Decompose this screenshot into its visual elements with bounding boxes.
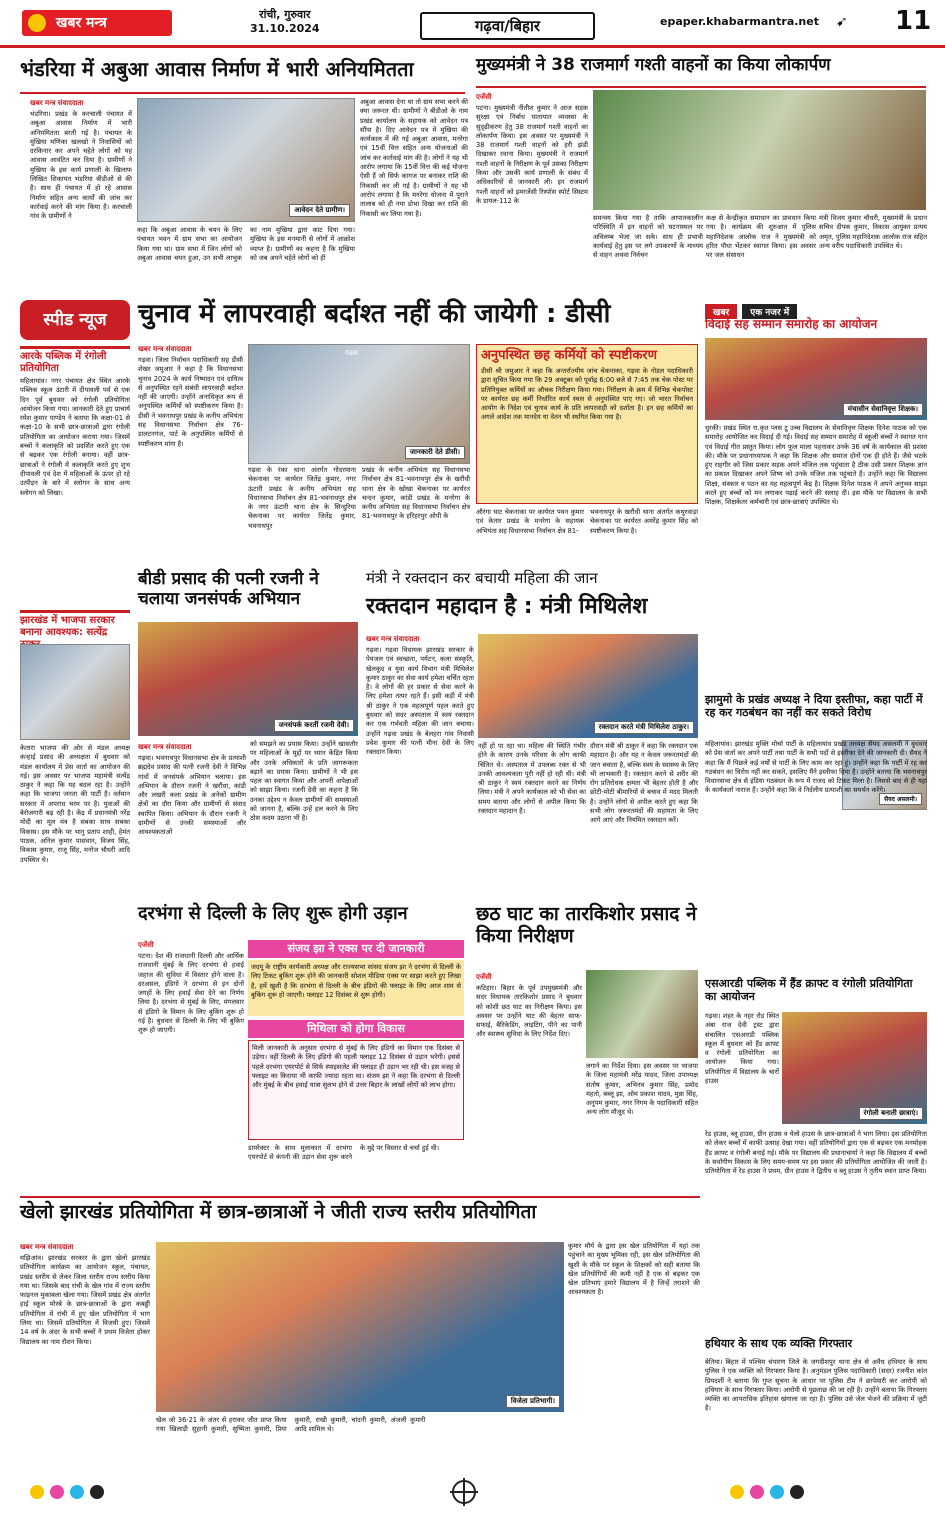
jmm-body: महिलायांव। झारखंड मुक्ति मोर्चा पार्टी के महिलायांव प्रखंड अध्यक्ष सैयद असलमी ने बुधवार को प्रेस वार्ता कर अपने पार्टी तथा पार्टी के सभी पदों से इस्तीफा देने की जानकारी दी। सैयद ने कहा कि मैं पिछले कई वर्षों से पार्टी के लिए काम कर रहा हूं। उन्होंने कहा कि पार्टी में रह कर गठबंधन का विरोध नहीं कर सकते, इसलिए मैंने इस्तीफा दिया है। उन्होंने बताया कि भवनाथपुर विधानसभा क्षेत्र से इंडिया गठबंधन के रूप में राजद को टिकट मिला है। जिससे बाद से ही यहां के कार्यकर्ता नाराज हैं। उन्होंने कहा कि वे निर्दलीय प्रत्याशी का समर्थन करेंगे।	[705, 740, 927, 795]
speed-item-1-head: आरके पब्लिक में रंगोली प्रतियोगिता	[20, 346, 130, 375]
blood-kicker: मंत्री ने रक्तदान कर बचायी महिला की जान	[366, 569, 598, 587]
brand-logo	[22, 10, 172, 36]
farewell-body: धुरकी। प्रखंड स्थित रा.कृत प्लस टू उच्च विद्यालय के सेवानिवृत्त शिक्षक दिनेश पाठक को एक समारोह आयोजित कर विदाई दी गई। विदाई सह सम्मान समारोह में स्कूली बच्चों ने स्वागत गान एवं विदाई गीत प्रस्तुत किया। लोग फूल माला पहनाकर उनके 36 वर्ष के कार्यकाल की प्रशंसा की। मौके पर प्रधानाध्यापक ने कहा कि शिक्षक और समाज दोनों एक ही होते हैं। जैसे भटके हुए राहगीर को जिस प्रकार सड़क अपने मंजिल तक पहुंचाता है ठीक उसी प्रकार शिक्षक ज्ञान का प्रकाश दिखाकर अपने शिष्य को उनके मंजिल तक पहुंचाते हैं। उन्होंने कहा कि विद्यालय शिक्षा, संस्कार व पठन का यह महत्वपूर्ण केंद्र है। शिक्षक दिनेश पाठक ने अपने अनुभव साझा करते हुए बच्चों को मन लगाकर पढ़ाई करने की सलाह दी। इस मौके पर विद्यालय के सभी शिक्षक, शिक्षकेतर कर्मचारी एवं छात्र-छात्राएं उपस्थित थे।	[705, 424, 927, 507]
cm-body-a: पटना। मुख्यमंत्री नीतीश कुमार ने आज सड़क सुरक्षा एवं निर्बाध यातायात व्यवस्था के सुदृढ़ीकरण हेतु 38 राजमार्ग गश्ती वाहनों का लोकार्पण किया। इस अवसर पर मुख्यमंत्री ने 38 राजमार्ग गश्ती वाहनों को हरी झंडी दिखाकर रवाना किया। मुख्यमंत्री ने राजमार्ग गश्ती वाहनों के निरीक्षण के पूर्व उसका निरीक्षण किया और उसकी कार्य प्रणाली के संबंध में अधिकारियों से जानकारी ली। इन राजमार्ग गश्ती वाहनों को इमरजेंसी रिस्पॉस स्पोर्ट सिस्टम के डायल-112 के	[476, 104, 588, 205]
chhath-headline-box	[476, 904, 698, 966]
at-a-glance-bar	[705, 300, 927, 316]
lead-body-a: भंडरिया। प्रखंड के करचाली पंचायत में अबुआ आवास निर्माण में भारी अनियमितता बरती गई है। पंचायत के मुखिया मणिका खलखो ने निवासियों को दरकिनार कर अपने चहेते लोगों को यह आवास आवंटित कर दिया है। ग्रामीणों ने मुखिया के इस कार्य प्रणाली के खिलाफ लिखित शिकायत भंडरिया बीडीओ से की है। साथ ही पंचायत में हो रहे आवास निर्माण सहित अन्य कार्यों की जांच कर कार्रवाई करने की मांग किया है। करचाली गांव के ग्रामीणों ने	[30, 110, 132, 221]
site-link[interactable]: epaper.khabarmantra.net	[660, 15, 819, 28]
cm-body-c: कक्ष से केन्द्रीकृत समाधान का प्रावधान किया गया है। कार्यक्रम की शुरुआत में पुलिस महानिदेशक आलोक राज ने मुख्यमंत्री को हरित पौधा भेंटकर स्वागत किया। इस अवसर पर जल संसाधन	[706, 214, 816, 260]
absent-staff-box	[476, 344, 698, 504]
chhath-col-1	[476, 970, 582, 1180]
election-body-a: गढ़वा। जिला निर्वाचन पदाधिकारी सह डीसी शेखर जमुआर ने कहा है कि विधानसभा चुनाव 2024 के कार्य निष्पादन एवं दायित्व से अनुपस्थित रहने संबंधी लापरवाही बर्दाश्त नहीं की जाएगी। उन्होंने अनाधिकृत रूप से अनुपस्थित कर्मियों को स्पष्टीकरण किया है। डीसी ने भवनाथपुर प्रखंड के कनीय अभियंता सह विधानसभा निर्वाचन क्षेत्र 76-डालटनगंज, पार्ट के अनुपस्थित कर्मियों से स्पष्टीकरण मांगा है।	[138, 356, 243, 448]
sports-body-b: खेल जो 36-21 के अंतर से हराकर जीत प्राप्त किया गया खिलाड़ी सुहानी कुमारी, सुष्मिता कुमारी, प्रिया कुमारी, राखी कुमारी, चांदनी कुमारी, अंजली कुमारी आदि शामिल थे।	[156, 1416, 426, 1434]
sports-byline: खबर मन्त्र संवाददाता	[20, 1243, 74, 1251]
crosshair-icon	[452, 1480, 476, 1504]
color-registration-left	[30, 1484, 230, 1504]
election-body-d: औरंगा घाट चेकनाका पर कार्यरत पवन कुमार एवं केतार प्रखंड के मनरेगा के सहायक अभियंता सह विधानसभा निर्वाचन क्षेत्र 81-	[476, 508, 584, 535]
lead-photo	[137, 98, 355, 222]
jmm-body-box	[705, 740, 927, 972]
mithila-bar: मिथिला को होगा विकास	[248, 1020, 464, 1038]
rangoli2-body-a: गढ़वा। शहर के नहर रोड स्थित अंबा राज देवी ट्रस्ट द्वारा संचालित एसआरडी पब्लिक स्कूल में बुधवार को हैंड क्राफ्ट व रंगोली प्रतियोगिता का आयोजन किया गया। प्रतियोगिता में विद्यालय के चारों हाउस	[705, 1012, 779, 1086]
blood-headline-box	[366, 594, 698, 628]
blood-col-1	[366, 632, 474, 892]
absent-staff-head: अनुपस्थित छह कर्मियों को स्पष्टीकरण	[481, 348, 658, 363]
dateline-date: 31.10.2024	[250, 22, 320, 35]
rajni-col-1	[138, 740, 246, 890]
blood-byline: खबर मन्त्र संवाददाता	[366, 635, 420, 643]
farewell-photo-caption: मंचासीन सेवानिवृत्त शिक्षक।	[843, 403, 923, 416]
lead-headline-box	[20, 58, 465, 90]
blood-body-b: नहीं हो पा रहा था। महिला की स्थिति गंभीर होने के कारण उनके परिवार के लोग काफी चिंतित थे। अस्पताल में उपलब्ध रक्त से भी उनकी आवश्यकता पूरी नहीं हो रही थी। मंत्री श्री ठाकुर ने स्वयं रक्तदान करने का निर्णय लिया। मंत्री ने अपने कार्यकाल को भी सेवा का समय बताया और लोगों से अपील किया कि रक्तदान महादान है।	[478, 742, 586, 816]
sports-col-3	[568, 1242, 700, 1468]
cm-body-d: मंत्री विजय कुमार चौधरी, मुख्यमंत्री के प्रधान सचिव दीपक कुमार, विकास आयुक्त प्रत्यय अमृत, पुलिस महानिदेशक आलोक राज सहित अन्य वरीय पदाधिकारी उपस्थित थे।	[819, 214, 927, 250]
mithila-box	[248, 1040, 464, 1140]
election-col-5	[590, 508, 698, 564]
chhath-photo	[586, 970, 698, 1058]
election-photo	[248, 344, 470, 464]
speed-item-1-body: महिलायांव। नगर पंचायत क्षेत्र स्थित आरके पब्लिक स्कूल उंटारी में दीपावली पर्व से एक दिन पूर्व बुधवार को रंगोली प्रतियोगिता आयोजन किया गया। जानकारी देते हुए प्राचार्य रमेश कुमार पाण्डेय ने बताया कि कक्षा-01 से कक्षा-10 के सभी छात्र-छात्राओं द्वारा रंगोली प्रतियोगिता का आयोजन कराया गया। जिसमें बच्चों ने कलाकृति को प्रदर्शित करते हुए एक से बढ़कर एक रंगोली बनाया। वहीं छात्र-छात्राओं ने रंगोली में कलाकृति करते हुए शुभ दीपावली एवं देश में महिलाओं के ऊपर हो रहे उत्पीड़न के बारे में स्लोगन के साथ अन्य स्लोगन को लिखा।	[20, 377, 130, 497]
rangoli2-headline: एसआरडी पब्लिक में हैंड क्राफ्ट व रंगोली प्रतियोगिता का आयोजन	[705, 977, 913, 1003]
election-headline: चुनाव में लापरवाही बर्दाश्त नहीं की जायेगी : डीसी	[138, 299, 611, 329]
speed-item-2-head: झारखंड में भाजपा सरकार बनाना आवश्यक: सत्येंद्र	[20, 610, 130, 651]
cm-col-4	[819, 214, 927, 290]
election-photo-label: गढ़वा	[345, 349, 359, 357]
dateline-city: रांची, गुरुवार	[259, 8, 311, 21]
flight-sub-box	[248, 960, 464, 1016]
absent-staff-body: डीसी श्री जमुआर ने कहा कि अन्तर्राज्यीय जांच चेकनाका, गढ़वा के नोडल पदाधिकारी द्वारा सूचित किया गया कि 29 अक्टूबर को पूर्वाह्न 6:00 बजे से 7:45 तक चेक पोस्ट पर प्रतिनियुक्त कर्मियों का औचक निरीक्षण किया गया। निरीक्षण के क्रम में विभिन्न चेकपोस्ट पर कार्यरत छह कर्मी निर्धारित कार्य स्थल से अनुपस्थित पाए गए। जो भारत निर्वाचन आयोग के निदेश एवं चुनाव कार्य के प्रति लापरवाही को दर्शाता है। इन छह कर्मियों का अगले आदेश तक मानदेय या वेतन भी स्थगित किया गया है।	[481, 366, 693, 422]
chhath-col-2	[586, 1062, 698, 1180]
rangoli2-col-2	[705, 1130, 927, 1330]
jmm-headline: झामुमो के प्रखंड अध्यक्ष ने दिया इस्तीफा, कहा पार्टी में रह कर गठबंधन का नहीं कर सकते विरोध	[705, 693, 923, 719]
divider	[20, 1196, 700, 1198]
cm-body-b: समन्वय किया गया है ताकि आपातकालीन परिस्थिति में इन वाहनों को घटनास्थल पर अविलम्ब भेजा जा सके। साथ ही प्रभावी कार्यवाई हेतु इस पर लगे उपकरणों के माध्यम से वाहन अथवा निर्वचन	[593, 214, 703, 260]
farewell-headline-box	[705, 318, 927, 336]
election-col-3	[362, 466, 470, 562]
cm-headline-box	[476, 56, 926, 86]
rajni-body-b: को समझने का प्रयास किया। उन्होंने खासतौर पर महिलाओं के मुद्दों पर ध्यान केंद्रित किया और उनके अधिकारों के प्रति जागरूकता बढ़ाने का प्रयास किया। ग्रामीणों ने भी इस पहल का स्वागत किया और अपनी अपेक्षाओं को साझा किया। रजनी देवी का कहना है कि उनका उद्देश्य न केवल ग्रामीणों की समस्याओं को जानना है, बल्कि उन्हें हल करने के लिए ठोस कदम उठाना भी है।	[250, 740, 358, 823]
flight-headline: दरभंगा से दिल्ली के लिए शुरू होगी उड़ान	[138, 903, 408, 924]
election-body-e: भवनाथपुर के खरौंधी थाना अंतर्गत कथुरवाड़ा चेकनाका पर कार्यरत अमरेंद्र कुमार सिंह को स्पष्टीकरण किया है।	[590, 508, 698, 535]
rangoli2-body-b: रेड हाउस, ब्लू हाउस, ग्रीन हाउस व येलो हाउस के छात्र-छात्राओं ने भाग लिया। इस प्रतियोगिता को लेकर बच्चों में काफी उत्साह देखा गया। वहीं प्रतियोगियों द्वारा एक से बढ़कर एक मनमोहक हैंड क्राफ्ट व रंगोली बनाई गई। मौके पर विद्यालय की प्रधानाचार्या ने कहा कि विद्यालय में बच्चों के सर्वांगीण विकास के लिए समय-समय पर इस प्रकार की प्रतियोगिता आयोजित की जाती है। प्रतियोगिता में रेड हाउस ने प्रथम, ग्रीन हाउस ने द्वितीय व ब्लू हाउस ने तृतीय स्थान प्राप्त किया।	[705, 1130, 927, 1176]
rangoli2-photo-caption: रंगोली बनाती छात्राएं।	[859, 1107, 923, 1120]
lead-body-c: अबुआ आवास देना था तो ग्राम सभा करने की क्या जरूरत थी। ग्रामीणों ने बीडीओ के नाम प्रखंड कार्यालय के सहायक को आवेदन पत्र सौंपा है। दिए आवेदन पत्र में मुखिया की कार्यकाल में की गई अबुआ आवास, मनरेगा एवं 15वीं वित्त सहित अन्य योजनाओं की जांच कर कार्रवाई मांग की है। लोगों ने यह भी आरोप लगाया कि 15वीं वित्त की कई योजना ऐसी हैं जो सिर्फ कागज पर बनाकर राशि की निकासी कर ली गई है। ग्रामीणों ने यह भी आरोप लगाया है कि मनरेगा योजना में पुराने तालाब को ही नया डोभा दिखा कर राशि की निकासी कर लिया गया है।	[360, 98, 468, 218]
election-col-2	[248, 466, 356, 562]
logo-emblem-icon	[28, 14, 46, 32]
tag-label: खबर	[705, 304, 737, 319]
election-col-1	[138, 342, 243, 562]
chhath-byline: एजेंसी	[476, 973, 492, 981]
cm-col-1	[476, 90, 588, 290]
farewell-body-box	[705, 424, 927, 688]
blood-body-c: दौरान मंत्री श्री ठाकुर ने कहा कि रक्तदान एक महादान है। और यह न केवल जरूरतमंदों की जान बचाता है, बल्कि स्वयं के स्वास्थ्य के लिए भी लाभकारी है। रक्तदान करने से शरीर की रोग प्रतिरोधक क्षमता भी बेहतर होती है और छोटी-मोटी बीमारियों से बचाव में मदद मिलती है। उन्होंने लोगों से अपील करते हुए कहा कि सभी लोग जरूरतमंदों की सहायता के लिए आगे आएं और नियमित रक्तदान करें।	[590, 742, 699, 825]
arrest-body: बेतिया। बिहार में पश्चिम चंपारण जिले के जगदीशपुर थाना क्षेत्र से अवैध हथियार के साथ पुलिस ने एक व्यक्ति को गिरफ्तार किया है। अनुमंडल पुलिस पदाधिकारी (सदर) रजनीश कांत प्रियदर्शी ने बताया कि गुप्त सूचना के आधार पर पुलिस टीम ने छापेमारी कर आरोपी को हथियार के साथ गिरफ्तार किया। आरोपी से पूछताछ की जा रही है। उन्होंने बताया कि गिरफ्तार व्यक्ति का आपराधिक इतिहास खंगाला जा रहा है। पुलिस उसे जेल भेजने की प्रक्रिया में जुटी है।	[705, 1358, 927, 1413]
masthead	[0, 0, 945, 48]
lead-body-b: कहा कि अबुआ आवास के चयन के लिए पंचायत भवन में ग्राम सभा का आयोजन किया गया था। ग्राम सभा में जिन लोगों को अबुआ आवास चयन हुआ, उन सभी लाभुक का नाम मुखिया द्वारा काट दिया गया। मुखिया के इस मनमानी से लोगों में आक्रोश व्याप्त है। ग्रामीणों का कहना है कि मुखिया को जब अपने चहेते लोगों को ही	[137, 226, 355, 262]
flight-col-2	[248, 1144, 464, 1180]
rajni-photo	[138, 622, 358, 736]
rangoli2-col-1	[705, 1012, 779, 1128]
election-body-c: प्रखंड के कनीय अभियंता सह विधानसभा निर्वाचन क्षेत्र 81-भवनाथपुर क्षेत्र के खरौंधी थाना क्षेत्र के खोखा चेकनाका पर कार्यरत चन्दन कुमार, कांडी प्रखंड के मनरेगा के कनीय अभियंता सह विधानसभा निर्वाचन क्षेत्र 81-भवनाथपुर के हरिहरपुर ओपी के	[362, 466, 470, 521]
section-label: गढ़वा/बिहार	[420, 12, 595, 40]
jmm-headline-box	[705, 694, 927, 736]
flight-col-1	[138, 938, 244, 1178]
dateline	[250, 8, 320, 36]
lead-byline: खबर मन्त्र संवाददाता	[30, 99, 84, 107]
speed-item-2	[20, 744, 130, 1194]
election-body-b: गढ़वा के रंका थाना अंतर्गत गोदरमाना चेकनाका पर कार्यरत जितेंद्र कुमार, नगर ऊंटारी प्रखंड के कनीय अभियंता सह विधानसभा निर्वाचन क्षेत्र 81-भवनाथपुर क्षेत्र के नगर ऊंटारी थाना क्षेत्र के सिन्दुरिया चेकनाका पर कार्यरत जितेंद्र कुमार, भवनाथपुर	[248, 466, 356, 530]
speed-news-title: स्पीड न्यूज	[43, 310, 107, 330]
flight-sub-body: जदयू के राष्ट्रीय कार्यकारी अध्यक्ष और राज्यसभा सांसद संजय झा ने दरभंगा से दिल्ली के लिए टिकट बुकिंग शुरू होने की जानकारी सोशल मीडिया एक्स पर साझा करते हुए लिखा है, हमें खुशी है कि दरभंगा से दिल्ली के बीच इंडिगो की फ्लाइट के लिए आज शाम से बुकिंग शुरू हो जाएगी। फ्लाइट 12 दिसंबर से शुरू होगी।	[251, 963, 461, 999]
lead-col-2	[137, 226, 355, 286]
sports-photo	[156, 1242, 564, 1412]
chhath-headline: छठ घाट का तारकिशोर प्रसाद ने किया निरीक्षण	[476, 903, 697, 947]
election-byline: खबर मन्त्र संवाददाता	[138, 345, 192, 353]
divider	[476, 86, 926, 88]
flight-headline-box	[138, 904, 464, 934]
sports-photo-caption: विजेता प्रतिभागी।	[506, 1395, 560, 1408]
chhath-body-b: लगाने का निर्देश दिया। इस अवसर पर भाजपा के जिला महामंत्री मरेंद्र यादव, जिला उपाध्यक्ष संतोष कुमार, अभिनव कुमार सिंह, प्रमोद महतो, बब्लू झा, ओम प्रकाश यादव, मुन्ना सिंह, अनुपम कुमार, नगर निगम के पदाधिकारी सहित अन्य लोग मौजूद थे।	[586, 1062, 698, 1117]
election-headline-box	[138, 300, 698, 340]
rajni-col-2	[250, 740, 358, 890]
cm-byline: एजेंसी	[476, 93, 492, 101]
speed-item-2-head-box	[20, 610, 130, 642]
speed-item-2-body: केतारा भाजपा की ओर से मंडल अध्यक्ष कन्हाई प्रसाद की अध्यक्षता में बुधवार को मंडल कार्यालय में प्रेस वार्ता का आयोजन की गई। इस अवसर पर भाजपा महामंत्री सत्येंद्र ठाकुर ने कहा कि यह बदल रहा है। उन्होंने कहा कि भाजपा जनता की पार्टी है। वर्तमान सरकार में अपराध चरम पर है। युवाओं की बेरोजगारी बढ़ रही है। केंद्र में प्रधानमंत्री नरेंद्र मोदी का मूल मंत्र है सबका साथ सबका विकास। इस मौके पर भानु प्रताप शाही, हेमंत पाठक, अनिल कुमार पासवान, विजय सिंह, विकास कुमार, राजू सिंह, मनोज चौधरी आदि उपस्थित थे।	[20, 744, 130, 864]
speed-news-badge	[20, 300, 130, 340]
blood-headline: रक्तदान महादान है : मंत्री मिथिलेश	[366, 594, 648, 619]
sports-headline-box	[20, 1202, 700, 1236]
lead-headline: भंडरिया में अबुआ आवास निर्माण में भारी अनियमितता	[20, 57, 414, 81]
blood-body-a: गढ़वा। गढ़वा विधायक झारखंड सरकार के पेयजल एवं स्वच्छता, पर्यटन, कला संस्कृति, खेलकूद व युवा कार्य विभाग मंत्री मिथिलेश कुमार ठाकुर का सेवा कार्य हमेशा चर्चित रहता है। वे लोगों की हर प्रकार से सेवा करने के लिए हमेशा तत्पर रहते हैं। इसी कड़ी में मंत्री श्री ठाकुर ने एक महत्वपूर्ण पहल करते हुए बुधवार को सदर अस्पताल में स्वयं रक्तदान कर एक गर्भवती महिला की जान बचाया। उन्होंने गढ़वा प्रखंड के बेलहरा गांव निवासी प्रवेश कुमार की पत्नी मीना देवी के लिए रक्तदान किया।	[366, 646, 474, 757]
bjp-photo	[20, 644, 130, 740]
page-number: 11	[895, 6, 932, 36]
sports-headline: खेलो झारखंड प्रतियोगिता में छात्र-छात्राओं ने जीती राज्य स्तरीय प्रतियोगिता	[20, 1201, 537, 1223]
flight-byline: एजेंसी	[138, 941, 154, 949]
arrest-headline-box	[705, 1338, 927, 1356]
cm-col-2	[593, 214, 703, 290]
rangoli2-photo	[782, 1012, 927, 1124]
sports-col-1	[20, 1240, 150, 1470]
cm-photo	[593, 90, 926, 210]
rajni-headline-box	[138, 570, 358, 620]
rajni-body-a: गढ़वा। भवनाथपुर विधानसभा क्षेत्र के प्रत्याशी ब्रह्मदेव प्रसाद की पत्नी रजनी देवी ने विभिन्न गांवों में जनसंपर्क अभियान चलाया। इस अभियान के दौरान रजनी ने खरौंधा, कांडी और लखरी कला प्रखंड के अनेकों ग्रामीण क्षेत्रों का दौरा किया और ग्रामीणों से संवाद स्थापित किया। अभियान के दौरान रजनी ने ग्रामीणों से उनकी समस्याओं और आवश्यकताओं	[138, 754, 246, 837]
election-col-4	[476, 508, 584, 564]
divider	[20, 92, 465, 94]
blood-kicker-box	[366, 570, 698, 592]
mithila-body: मिली जानकारी के अनुसार दरभंगा से मुंबई के लिए इंडिगो का विमान एक दिसंबर से उड़ेगा। वहीं दिल्ली के लिए इंडिगो की पहली फ्लाइट 12 दिसंबर से उड़ान भरेगी। इससे पहले दरभंगा एयरपोर्ट से सिर्फ स्पाइसजेट की फ्लाइट ही उड़ान भर रही थी। इस वजह से फ्लाइट का किराया भी काफी ज्यादा रहता था। संजय झा ने कहा कि दरभंगा से दिल्ली और मुंबई के बीच हवाई यात्रा सुलभ होने से उत्तर बिहार के लाखों लोगों को लाभ होगा।	[252, 1044, 460, 1090]
at-a-glance-label: एक नजर में	[742, 304, 797, 319]
jmm-photo-caption: सैयद असलमी।	[879, 793, 922, 805]
lead-photo-caption: आवेदन देते ग्रामीण।	[289, 204, 350, 217]
rajni-byline: खबर मन्त्र संवाददाता	[138, 743, 192, 751]
rangoli2-headline-box	[705, 978, 927, 1010]
chhath-body-a: कटिहार। बिहार के पूर्व उपमुख्यमंत्री और सदर विधायक तारकिशोर प्रसाद ने बुधवार को कोशी छठ घाट का निरीक्षण किया। इस अवसर पर उन्होंने घाट की बेहतर साफ-सफाई, बैरिकेडिंग, लाइटिंग, पीने का पानी और स्वास्थ्य सुविधा के लिए निर्देश दिए।	[476, 984, 582, 1039]
color-registration-right	[730, 1484, 930, 1504]
rajni-headline: बीडी प्रसाद की पत्नी रजनी ने चलाया जनसंपर्क अभियान	[138, 569, 319, 609]
blood-col-2	[478, 742, 586, 892]
flight-body-a: पटना। देश की राजधानी दिल्ली और आर्थिक राजधानी मुंबई के लिए दरभंगा से हवाई जहाज की सुविधा में विस्तार होने वाला है। दरअसल, इंडिगो ने दरभंगा से इन दोनों जगहों के लिए हवाई सेवा देने का निर्णय लिया है। दरभंगा से मुंबई के लिए, मंगलवार से इंडिगो के विमान के लिए बुकिंग शुरू हो गई है। बुधवार से दिल्ली के लिए भी बुकिंग शुरू हो जाएगी।	[138, 952, 244, 1035]
cm-col-3	[706, 214, 816, 290]
speed-item-1	[20, 346, 130, 604]
rajni-photo-caption: जनसंपर्क करतीं रजनी देवी।	[274, 719, 354, 732]
arrest-body-box	[705, 1358, 927, 1468]
flight-body-b: डायरेक्टर के साथ मुलाकात में दरभंगा एयरपोर्ट से कंपनी की उड़ान सेवा शुरू करने के मुद्दे पर विस्तार से चर्चा हुई थी।	[248, 1144, 440, 1162]
blood-photo	[478, 634, 698, 738]
sports-col-2	[156, 1416, 564, 1468]
lead-col-3	[360, 98, 468, 286]
farewell-headline: विदाई सह सम्मान समारोह का आयोजन	[705, 317, 878, 331]
pointer-icon: ➹	[836, 14, 848, 30]
arrest-headline: हथियार के साथ एक व्यक्ति गिरफ्तार	[705, 1337, 853, 1350]
sports-body-c: कुमार मौर्य के द्वारा इस खेल प्रतियोगिता में यहां तक पहुंचाने का मुख्य भूमिका रही, इस खेल प्रतियोगिता की खुशी के मौके पर स्कूल के शिक्षकों को सही बताया कि खेल प्रतियोगियों की कमी नहीं है एक से बढ़कर एक खेल प्रतिभाएं हमारे विद्यालय में है जिन्हें तराशने की आवश्यकता है।	[568, 1242, 700, 1297]
cm-headline: मुख्यमंत्री ने 38 राजमार्ग गश्ती वाहनों का किया लोकार्पण	[476, 55, 831, 75]
election-photo-caption: जानकारी देते डीसी।	[405, 446, 465, 459]
blood-photo-caption: रक्तदान करते मंत्री मिथिलेश ठाकुर।	[594, 721, 694, 734]
lead-col-1	[30, 96, 132, 286]
farewell-photo	[705, 338, 927, 420]
sports-body-a: मझिआंव। झारखंड सरकार के द्वारा खेलो झारखंड प्रतियोगिता कार्यक्रम का आयोजन स्कूल, पंचायत, प्रखंड स्तरीय से लेकर जिला स्तरीय राज्य स्तरीय किया गया था। जिसके बाद रांची के खेल गांव में राज्य स्तरीय फाइनल मुकाबला खेला गया। जिसमें प्रखंड क्षेत्र अंतर्गत हाई स्कूल मोरबे के छात्र-छात्राओं के द्वारा कबड्डी प्रतियोगिता में रांची में हुए खेल प्रतियोगिता में भाग लिया था। जिसमें प्रतियोगिता में विजयी हुए। जिसमें 14 वर्ष के अंदर के सभी बच्चों ने प्रथम विजेता होकर विद्यालय का नाम रौशन किया।	[20, 1254, 150, 1346]
flight-sub-bar: संजय झा ने एक्स पर दी जानकारी	[248, 940, 464, 958]
blood-col-3	[590, 742, 698, 892]
brand-name: खबर मन्त्र	[56, 15, 107, 31]
